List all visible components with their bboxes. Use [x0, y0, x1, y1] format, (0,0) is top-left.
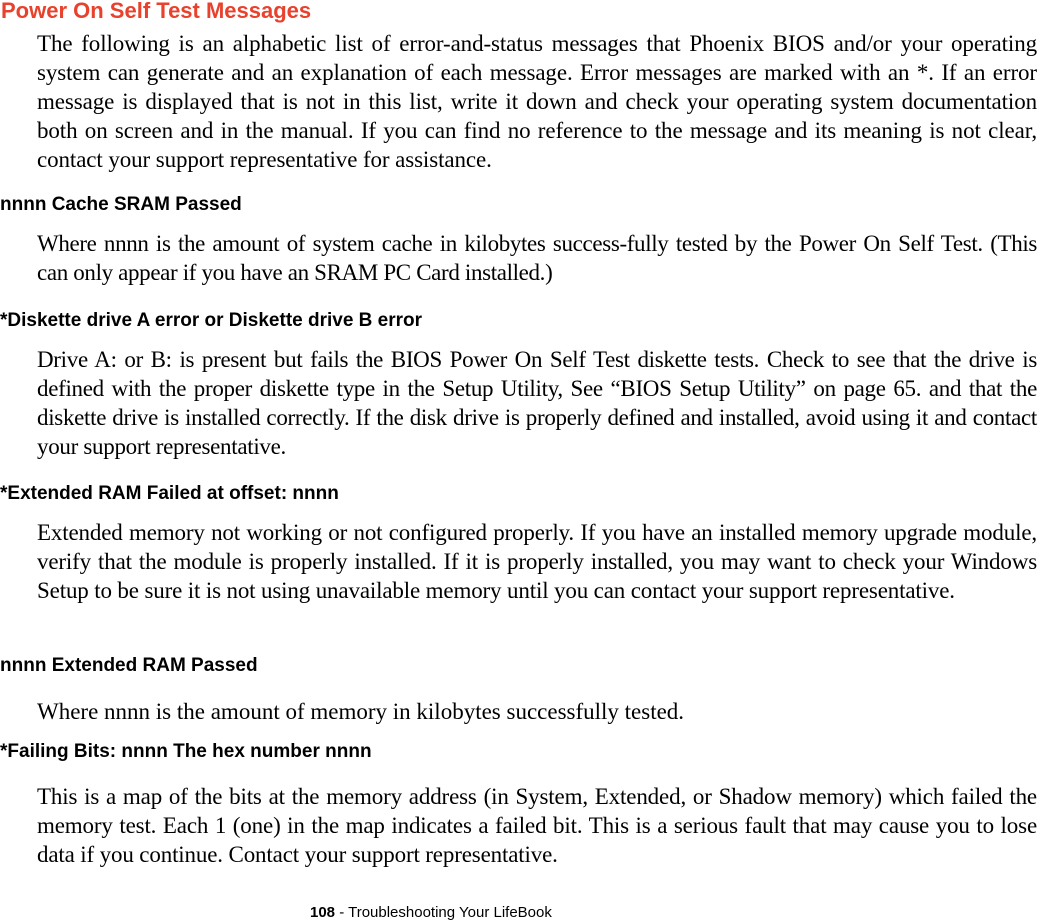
section-title: Power On Self Test Messages	[1, 0, 312, 23]
message-heading-diskette-error: *Diskette drive A error or Diskette drive B error	[0, 310, 423, 331]
message-heading-extended-ram-failed: *Extended RAM Failed at offset: nnnn	[0, 483, 339, 504]
message-body-cache-sram: Where nnnn is the amount of system cache in kilobytes success-fully tested by the Power On Self Test. (This can only appear if you have an SRAM PC Card installed.)	[37, 231, 1037, 285]
chapter-title: Troubleshooting Your LifeBook	[348, 904, 552, 921]
message-body-failing-bits: This is a map of the bits at the memory address (in System, Extended, or Shadow memory) which failed the memory test. Each 1 (one) in the map indicates a failed bit. This is a serious fault that may cause you to lose data if you continue. Contact your support representative.	[37, 784, 1037, 867]
page-number: 108	[310, 904, 336, 921]
message-heading-cache-sram: nnnn Cache SRAM Passed	[0, 194, 242, 215]
message-body-diskette-error: Drive A: or B: is present but fails the BIOS Power On Self Test diskette tests. Check to see that the drive is defined with the proper diskette type in the Setup Utility, See “BIOS Setup Utility” on page 65. and that the diskette drive is installed correctly. If the disk drive is properly defined and installed, avoid using it and contact your support representative.	[37, 347, 1037, 459]
page-footer	[310, 903, 552, 922]
message-body-extended-ram-passed: Where nnnn is the amount of memory in kilobytes successfully tested.	[37, 699, 685, 724]
intro-paragraph: The following is an alphabetic list of error-and-status messages that Phoenix BIOS and/or your operating system can generate and an explanation of each message. Error messages are marked with an *. If an error message is displayed that is not in this list, write it down and check your operating system documentation both on screen and in the manual. If you can find no reference to the message and its meaning is not clear, contact your support representative for assistance.	[37, 31, 1037, 172]
message-heading-failing-bits: *Failing Bits: nnnn The hex number nnnn	[0, 741, 372, 762]
message-heading-extended-ram-passed: nnnn Extended RAM Passed	[0, 655, 258, 676]
footer-separator: -	[335, 904, 349, 921]
message-body-extended-ram-failed: Extended memory not working or not configured properly. If you have an installed memory upgrade module, verify that the module is properly installed. If it is properly installed, you may want to check your Windows Setup to be sure it is not using unavailable memory until you can contact your support representative.	[37, 520, 1037, 603]
